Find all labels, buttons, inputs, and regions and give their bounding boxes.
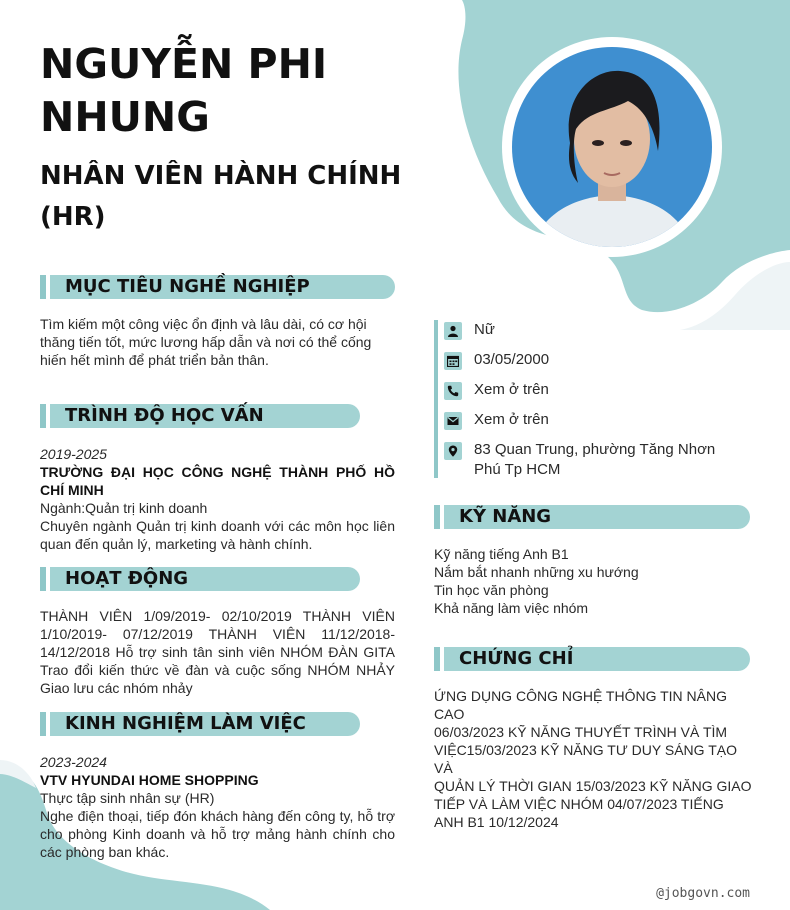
skills-list bbox=[434, 545, 750, 617]
email-value: Xem ở trên bbox=[474, 411, 549, 428]
skill-item: Nắm bắt nhanh những xu hướng bbox=[434, 564, 639, 580]
section-title: HOẠT ĐỘNG bbox=[65, 568, 189, 589]
name-line-2: NHUNG bbox=[40, 93, 210, 141]
certificates-section bbox=[434, 647, 750, 671]
career-goal-line: Tìm kiếm một công việc ổn định và lâu dài, có cơ hội bbox=[40, 316, 367, 332]
skills-section bbox=[434, 505, 750, 529]
activities-section bbox=[40, 567, 360, 591]
role-line-2: (HR) bbox=[40, 202, 106, 232]
activities-text: THÀNH VIÊN 1/09/2019- 02/10/2019 THÀNH VIÊN 1/10/2019- 07/12/2019 THÀNH VIÊN 11/12/2018- 14/12/2018 Hỗ trợ sinh tân sinh viên NHÓM ĐÀN GITA Trao đổi kiến thức về đàn và cuộc sống NHÓM NHẢY Giao lưu các nhóm nhảy bbox=[40, 608, 395, 696]
experience-period: 2023-2024 bbox=[40, 754, 107, 770]
role-line-1: NHÂN VIÊN HÀNH CHÍNH bbox=[40, 161, 402, 191]
section-title: MỤC TIÊU NGHỀ NGHIỆP bbox=[65, 276, 310, 297]
education-period: 2019-2025 bbox=[40, 446, 107, 462]
education-section bbox=[40, 404, 360, 428]
contact-divider bbox=[434, 320, 438, 478]
position-title: Thực tập sinh nhân sự (HR) bbox=[40, 790, 215, 806]
skill-item: Tin học văn phòng bbox=[434, 582, 549, 598]
watermark: @jobgovn.com bbox=[656, 886, 750, 901]
candidate-name bbox=[40, 38, 460, 144]
certificate-line: ỨNG DỤNG CÔNG NGHỆ THÔNG TIN NÂNG CAO bbox=[434, 688, 728, 722]
section-title: TRÌNH ĐỘ HỌC VẤN bbox=[65, 405, 264, 426]
education-details bbox=[40, 445, 395, 553]
certificate-line: ANH B1 10/12/2024 bbox=[434, 814, 559, 830]
user-icon bbox=[444, 322, 462, 340]
school-name: TRƯỜNG ĐẠI HỌC CÔNG NGHỆ THÀNH PHỐ HỒ CHÍ MINH bbox=[40, 464, 395, 498]
calendar-icon bbox=[444, 352, 462, 370]
company-name: VTV HYUNDAI HOME SHOPPING bbox=[40, 772, 259, 788]
experience-details bbox=[40, 753, 395, 861]
section-title: KỸ NĂNG bbox=[459, 506, 552, 527]
address-value: 83 Quan Trung, phường Tăng Nhơn Phú Tp HCM bbox=[474, 441, 716, 478]
mail-icon bbox=[444, 412, 462, 430]
certificate-line: QUẢN LÝ THỜI GIAN 15/03/2023 KỸ NĂNG GIAO bbox=[434, 778, 752, 794]
location-icon bbox=[444, 442, 462, 460]
skill-item: Khả năng làm việc nhóm bbox=[434, 600, 589, 616]
certificate-line: VIỆC15/03/2023 KỸ NĂNG TƯ DUY SÁNG TẠO VÀ bbox=[434, 742, 737, 776]
experience-description: Nghe điện thoại, tiếp đón khách hàng đến công ty, hỗ trợ cho phòng Kinh doanh và hỗ trợ mảng hành chính cho các phòng ban khác. bbox=[40, 808, 395, 860]
certificates-text bbox=[434, 687, 754, 831]
name-line-1: NGUYỄN PHI bbox=[40, 40, 328, 88]
section-title: CHỨNG CHỈ bbox=[459, 648, 574, 669]
skill-item: Kỹ năng tiếng Anh B1 bbox=[434, 546, 569, 562]
phone-icon bbox=[444, 382, 462, 400]
gender-value: Nữ bbox=[474, 321, 495, 338]
education-major: Ngành:Quản trị kinh doanh bbox=[40, 500, 208, 516]
certificate-line: 06/03/2023 KỸ NĂNG THUYẾT TRÌNH VÀ TÌM bbox=[434, 724, 728, 740]
profile-photo bbox=[512, 47, 712, 247]
job-title bbox=[40, 156, 420, 238]
section-title: KINH NGHIỆM LÀM VIỆC bbox=[65, 713, 306, 734]
education-description: Chuyên ngành Quản trị kinh doanh với các môn học liên quan đến quản lý, marketing và hành chính. bbox=[40, 518, 395, 552]
experience-section bbox=[40, 712, 360, 736]
birthday-value: 03/05/2000 bbox=[474, 351, 550, 368]
career-goal-line: hiến hết mình để phát triển bản thân. bbox=[40, 352, 269, 368]
certificate-line: TIẾP VÀ LÀM VIỆC NHÓM 04/07/2023 TIẾNG bbox=[434, 796, 724, 812]
career-goal-line: thăng tiến tốt, mức lương hấp dẫn và nơi có thể cống bbox=[40, 334, 372, 350]
phone-value: Xem ở trên bbox=[474, 381, 549, 398]
career-goal-section bbox=[40, 275, 395, 299]
career-goal-text bbox=[40, 315, 400, 369]
